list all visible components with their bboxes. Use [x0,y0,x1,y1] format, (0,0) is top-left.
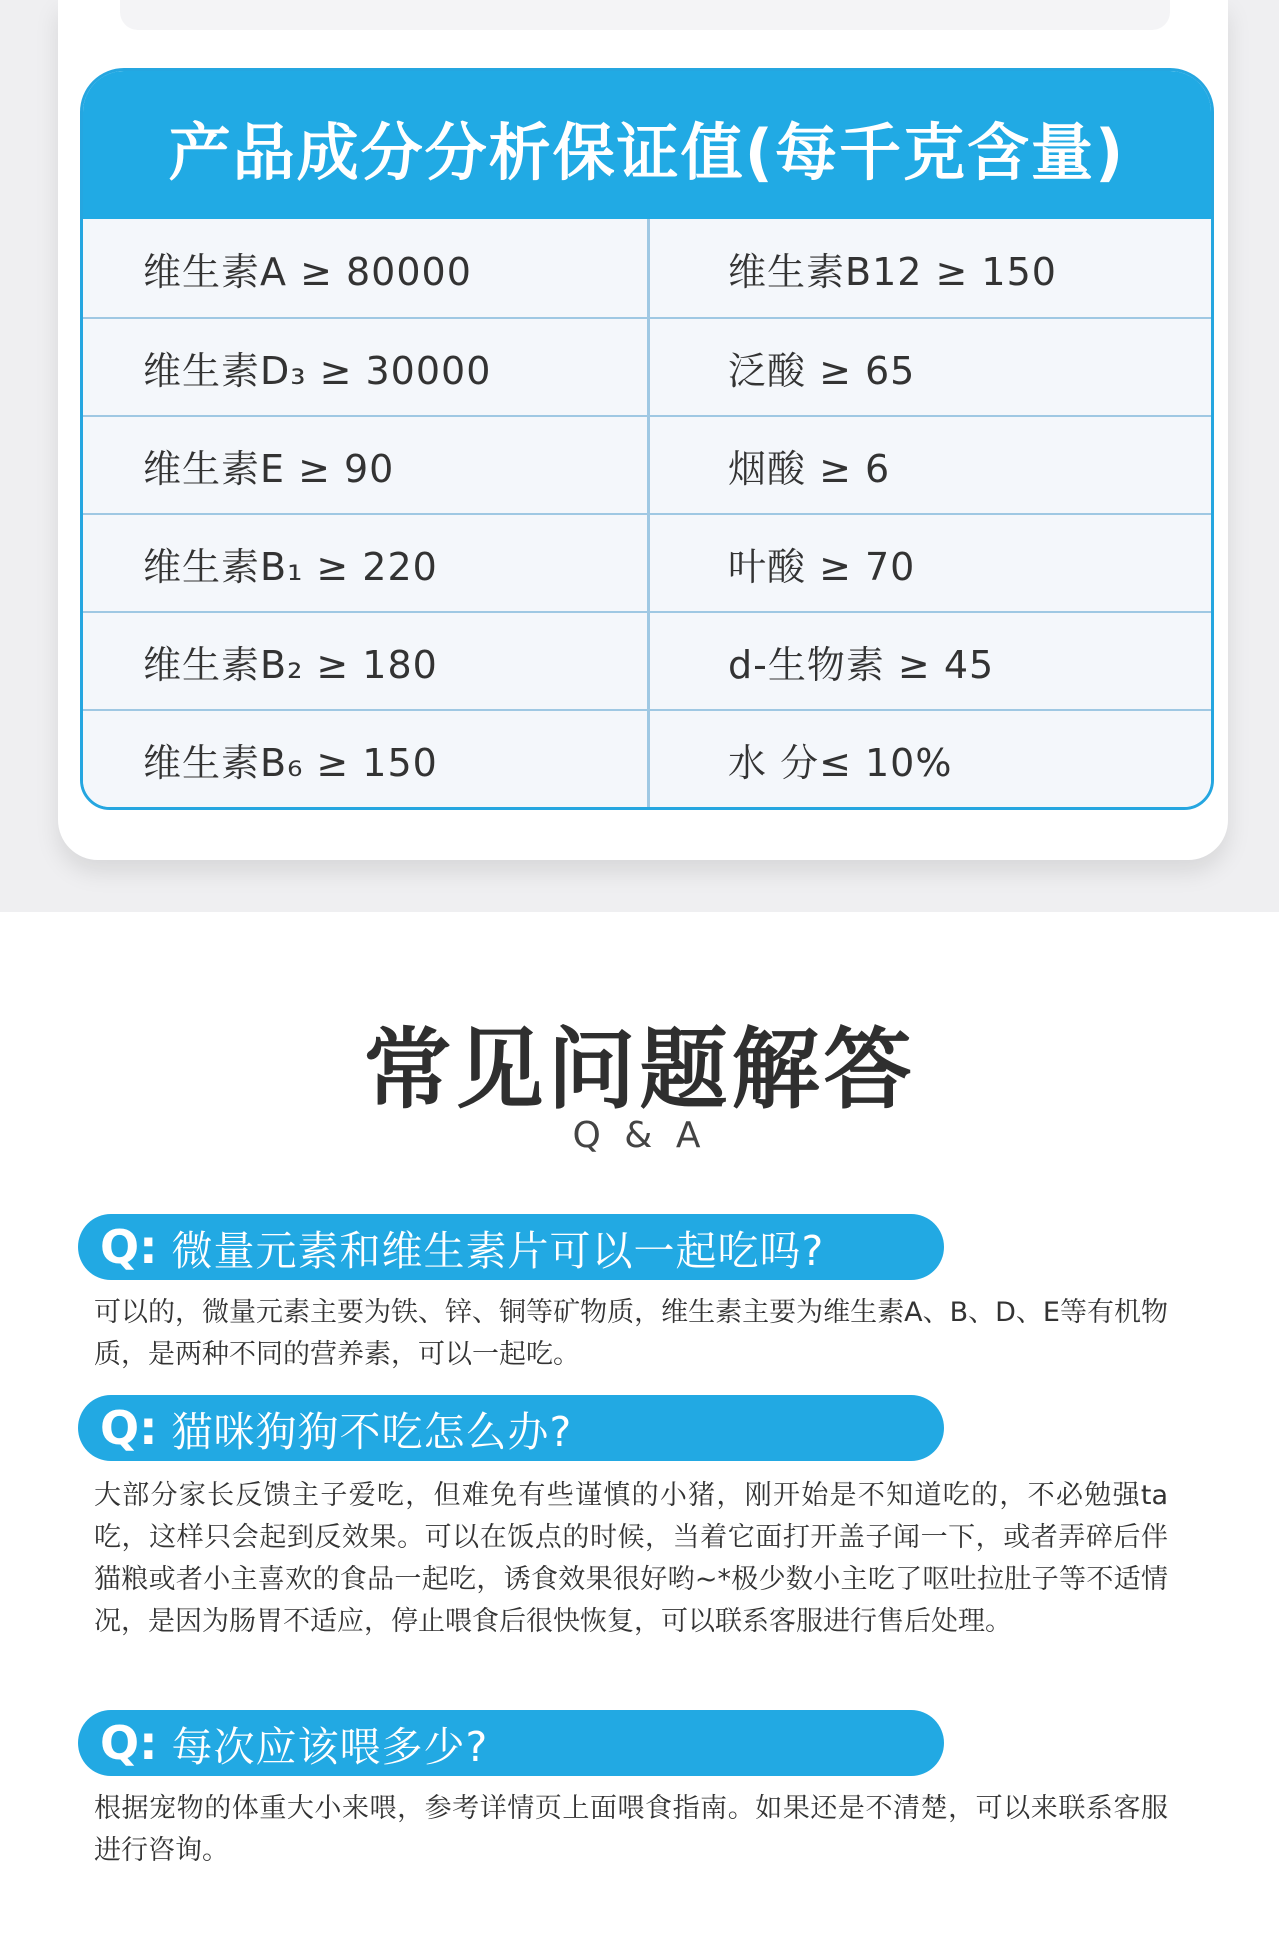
faq-question-text: 每次应该喂多少? [171,1722,489,1771]
table-row [83,513,1211,611]
q-mark: Q: [100,1401,158,1455]
table-cell-right: 水 分≤ 10% [647,711,1211,807]
q-mark: Q: [100,1716,158,1770]
table-row [83,317,1211,415]
table-row [83,415,1211,513]
table-cell-right: 叶酸 ≥ 70 [647,515,1211,611]
table-cell-right: d-生物素 ≥ 45 [647,613,1211,709]
faq-question-pill [78,1214,944,1280]
table-row [83,611,1211,709]
top-strip [120,0,1170,30]
q-mark: Q: [100,1220,158,1274]
faq-section [0,912,1279,1954]
table-body [83,219,1211,807]
faq-question-pill [78,1710,944,1776]
table-cell-left: 维生素B₆ ≥ 150 [143,740,438,785]
table-cell-left: 维生素E ≥ 90 [143,446,395,491]
table-cell-left: 维生素B₁ ≥ 220 [143,544,438,589]
faq-answer: 大部分家长反馈主子爱吃，但难免有些谨慎的小猪，刚开始是不知道吃的，不必勉强ta吃，这样只会起到反效果。可以在饭点的时候，当着它面打开盖子闻一下，或者弄碎后伴猫粮或者小主喜欢的食品一起吃，诱食效果很好哟~*极少数小主吃了呕吐拉肚子等不适情况，是因为肠胃不适应，停止喂食后很快恢复，可以联系客服进行售后处理。 [94,1480,1168,1637]
table-title: 产品成分分析保证值(每千克含量) [83,71,1211,219]
faq-answer: 根据宠物的体重大小来喂，参考详情页上面喂食指南。如果还是不清楚，可以来联系客服进行咨询。 [94,1793,1168,1866]
table-row [83,709,1211,807]
table-cell-right: 烟酸 ≥ 6 [647,417,1211,513]
table-row [83,219,1211,317]
table-cell-left: 维生素B₂ ≥ 180 [143,642,438,687]
table-cell-left: 维生素D₃ ≥ 30000 [143,348,492,393]
faq-answer: 可以的，微量元素主要为铁、锌、铜等矿物质，维生素主要为维生素A、B、D、E等有机物质，是两种不同的营养素，可以一起吃。 [94,1297,1168,1370]
analysis-table [80,68,1214,810]
table-cell-right: 泛酸 ≥ 65 [647,319,1211,415]
table-cell-left: 维生素A ≥ 80000 [143,249,472,294]
faq-question-text: 猫咪狗狗不吃怎么办? [171,1407,573,1456]
faq-question-pill [78,1395,944,1461]
table-cell-right: 维生素B12 ≥ 150 [647,219,1211,317]
faq-title: 常见问题解答 [363,1018,916,1121]
faq-question-text: 微量元素和维生素片可以一起吃吗? [171,1226,825,1275]
analysis-section [0,0,1279,912]
faq-subtitle: Q & A [572,1115,707,1156]
